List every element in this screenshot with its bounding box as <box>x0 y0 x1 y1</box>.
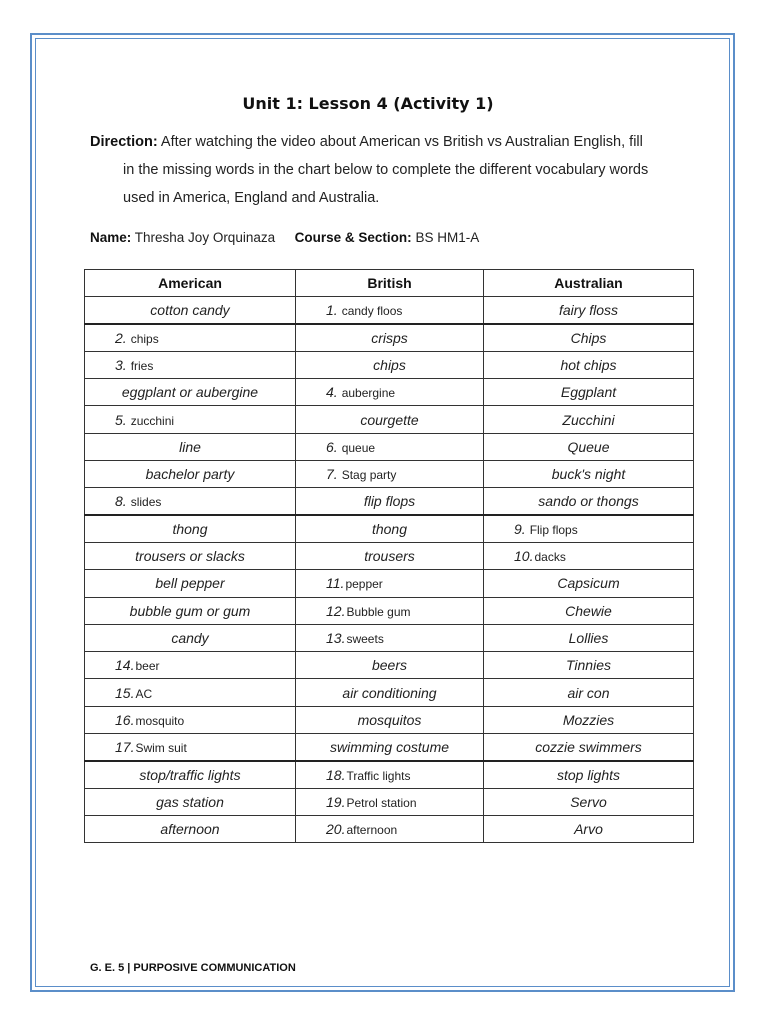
item-number: 2. <box>115 329 127 346</box>
answer-text: fries <box>130 359 154 374</box>
direction-text-line-1: After watching the video about American vs British vs Australian English, fill <box>160 134 643 150</box>
table-row <box>85 406 694 433</box>
given-cell-british: chips <box>296 351 484 378</box>
answer-text: Petrol station <box>346 795 417 810</box>
given-cell-australian: stop lights <box>484 761 694 788</box>
given-cell-american: stop/traffic lights <box>85 761 296 788</box>
table-row <box>85 515 694 542</box>
answer-text: sweets <box>346 632 384 646</box>
given-cell-australian: Servo <box>484 788 694 815</box>
direction-text-line-2: in the missing words in the chart below to complete the different vocabulary words <box>123 162 649 178</box>
answer-text: slides <box>130 495 162 510</box>
item-number: 11. <box>326 575 345 592</box>
given-cell-australian: Chips <box>484 324 694 351</box>
table-row <box>85 461 694 488</box>
answer-cell-british <box>296 297 484 324</box>
item-number: 18. <box>326 766 346 783</box>
given-cell-australian: Eggplant <box>484 379 694 406</box>
header-british: British <box>296 270 484 297</box>
given-cell-american: eggplant or aubergine <box>85 379 296 406</box>
vocabulary-table <box>84 269 694 843</box>
table-header-row <box>85 270 694 297</box>
table-row <box>85 351 694 378</box>
given-cell-australian: Chewie <box>484 597 694 624</box>
item-number: 7. <box>326 466 338 483</box>
given-cell-british: swimming costume <box>296 734 484 761</box>
item-number: 4. <box>326 384 338 401</box>
answer-text: zucchini <box>130 413 175 428</box>
given-cell-american: trousers or slacks <box>85 542 296 569</box>
course-label: Course & Section: <box>294 230 412 245</box>
answer-text: Flip flops <box>529 523 578 538</box>
answer-text: queue <box>341 440 376 455</box>
header-american: American <box>85 270 296 297</box>
direction-label: Direction: <box>90 134 158 150</box>
given-cell-australian: Queue <box>484 433 694 460</box>
given-cell-british: beers <box>296 652 484 679</box>
given-cell-american: afternoon <box>85 815 296 842</box>
name-label: Name: <box>90 230 132 245</box>
answer-text: dacks <box>534 550 566 565</box>
item-number: 15. <box>115 684 135 701</box>
item-number: 16. <box>115 711 135 728</box>
page-title: Unit 1: Lesson 4 (Activity 1) <box>242 94 494 113</box>
given-cell-australian: Zucchini <box>484 406 694 433</box>
header-australian: Australian <box>484 270 694 297</box>
page-footer: G. E. 5 | PURPOSIVE COMMUNICATION <box>90 962 296 974</box>
given-cell-british: flip flops <box>296 488 484 515</box>
given-cell-british: thong <box>296 515 484 542</box>
given-cell-australian: hot chips <box>484 351 694 378</box>
item-number: 8. <box>115 493 127 510</box>
answer-text: mosquito <box>135 713 185 728</box>
item-number: 6. <box>326 438 338 455</box>
table-row <box>85 734 694 761</box>
given-cell-american: thong <box>85 515 296 542</box>
answer-text: aubergine <box>341 386 396 401</box>
answer-text: Stag party <box>341 468 397 483</box>
answer-text: Swim suit <box>135 740 187 755</box>
given-cell-australian: buck's night <box>484 461 694 488</box>
answer-cell-american <box>85 488 296 515</box>
table-row <box>85 761 694 788</box>
answer-cell-british <box>296 788 484 815</box>
given-cell-australian: fairy floss <box>484 297 694 324</box>
table-row <box>85 788 694 815</box>
answer-text: chips <box>130 331 159 346</box>
given-cell-australian: cozzie swimmers <box>484 734 694 761</box>
table-row <box>85 706 694 733</box>
item-number: 14. <box>115 657 135 674</box>
answer-cell-american <box>85 652 296 679</box>
given-cell-american: bubble gum or gum <box>85 597 296 624</box>
table-row <box>85 679 694 706</box>
answer-text: afternoon <box>346 823 398 838</box>
answer-text: Traffic lights <box>346 768 411 783</box>
table-row <box>85 570 694 597</box>
answer-cell-australian <box>484 515 694 542</box>
given-cell-american: gas station <box>85 788 296 815</box>
given-cell-australian: Arvo <box>484 815 694 842</box>
given-cell-american: line <box>85 433 296 460</box>
table-row <box>85 324 694 351</box>
given-cell-british: courgette <box>296 406 484 433</box>
given-cell-american: cotton candy <box>85 297 296 324</box>
given-cell-british: crisps <box>296 324 484 351</box>
item-number: 12. <box>326 602 346 619</box>
item-number: 17. <box>115 738 135 755</box>
answer-cell-american <box>85 734 296 761</box>
answer-text: beer <box>135 659 160 674</box>
answer-cell-british <box>296 433 484 460</box>
answer-text: AC <box>135 686 153 701</box>
student-info <box>90 230 479 245</box>
item-number: 5. <box>115 411 127 428</box>
answer-cell-american <box>85 406 296 433</box>
given-cell-australian: Mozzies <box>484 706 694 733</box>
answer-cell-british <box>296 597 484 624</box>
answer-cell-british <box>296 379 484 406</box>
given-cell-australian: Lollies <box>484 624 694 651</box>
given-cell-american: candy <box>85 624 296 651</box>
given-cell-british: air conditioning <box>296 679 484 706</box>
answer-text: pepper <box>345 577 383 592</box>
given-cell-australian: air con <box>484 679 694 706</box>
table-row <box>85 379 694 406</box>
item-number: 1. <box>326 302 338 319</box>
direction-text-line-3: used in America, England and Australia. <box>123 190 380 206</box>
table-row <box>85 597 694 624</box>
answer-cell-american <box>85 351 296 378</box>
item-number: 10. <box>514 548 534 565</box>
answer-cell-british <box>296 815 484 842</box>
item-number: 3. <box>115 357 127 374</box>
answer-cell-australian <box>484 542 694 569</box>
student-name: Thresha Joy Orquinaza <box>134 230 276 245</box>
given-cell-australian: Tinnies <box>484 652 694 679</box>
answer-cell-british <box>296 761 484 788</box>
given-cell-british: trousers <box>296 542 484 569</box>
answer-cell-british <box>296 570 484 597</box>
item-number: 9. <box>514 521 526 538</box>
given-cell-american: bell pepper <box>85 570 296 597</box>
answer-cell-british <box>296 624 484 651</box>
given-cell-australian: sando or thongs <box>484 488 694 515</box>
table-row <box>85 815 694 842</box>
given-cell-british: mosquitos <box>296 706 484 733</box>
item-number: 20. <box>326 821 346 838</box>
vocabulary-table-body <box>85 297 694 843</box>
answer-text: Bubble gum <box>346 604 411 619</box>
given-cell-australian: Capsicum <box>484 570 694 597</box>
answer-cell-american <box>85 679 296 706</box>
answer-text: candy floos <box>341 304 403 319</box>
item-number: 19. <box>326 793 346 810</box>
course-section: BS HM1-A <box>415 230 480 245</box>
table-row <box>85 433 694 460</box>
table-row <box>85 488 694 515</box>
answer-cell-american <box>85 324 296 351</box>
direction-paragraph <box>90 128 700 212</box>
table-row <box>85 297 694 324</box>
given-cell-american: bachelor party <box>85 461 296 488</box>
answer-cell-american <box>85 706 296 733</box>
table-row <box>85 652 694 679</box>
answer-cell-british <box>296 461 484 488</box>
table-row <box>85 624 694 651</box>
item-number: 13. <box>326 630 346 646</box>
table-row <box>85 542 694 569</box>
